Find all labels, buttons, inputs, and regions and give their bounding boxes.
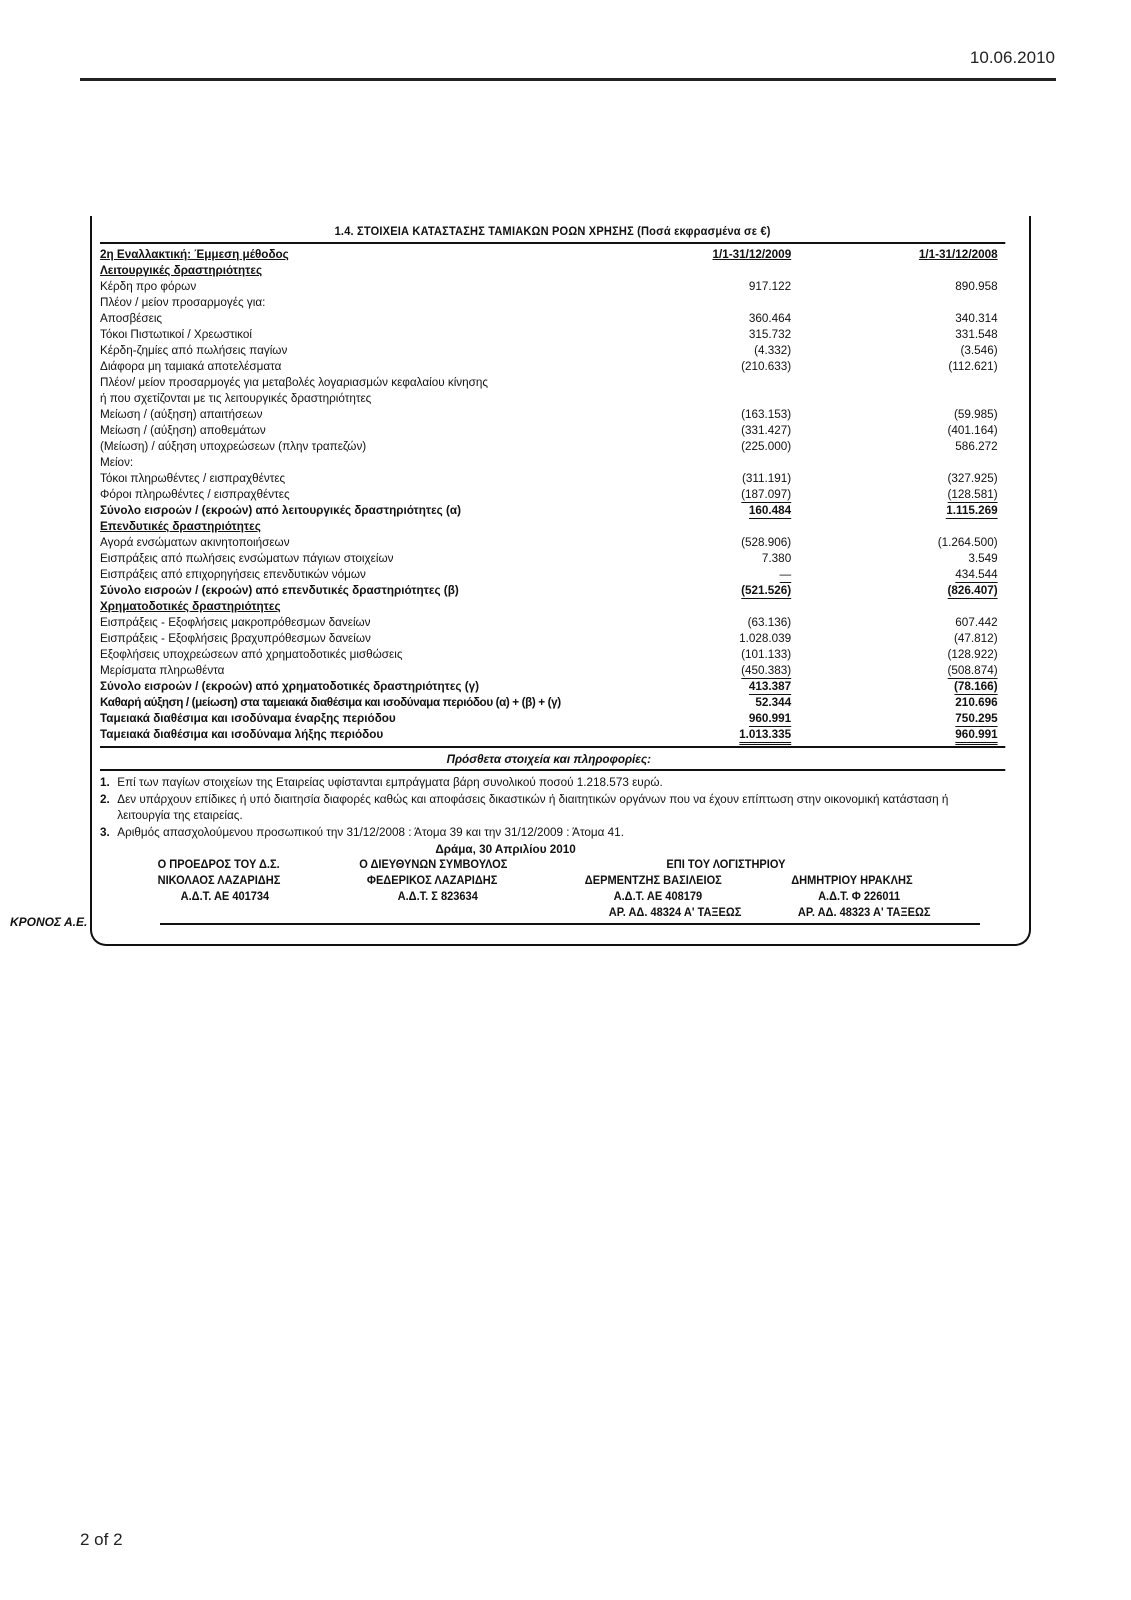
header-rule: [80, 78, 1056, 81]
method-label: 2η Εναλλακτική: Έμμεση μέθοδος: [100, 247, 289, 261]
subtotal-row: Σύνολο εισροών / (εκροών) από χρηματοδοτικές δραστηριότητες (γ) 413.387 (78.166): [100, 679, 998, 693]
table-row: Επενδυτικές δραστηριότητες: [100, 519, 261, 533]
table-row: Εισπράξεις από επιχορηγήσεις επενδυτικών νόμων — 434.544: [100, 567, 998, 581]
company-rule: [160, 923, 980, 925]
table-row: Εξοφλήσεις υποχρεώσεων από χρηματοδοτικές μισθώσεις (101.133) (128.922): [100, 647, 998, 661]
net-change-row: Καθαρή αύξηση / (μείωση) στα ταμειακά διαθέσιμα και ισοδύναμα περιόδου (α) + (β) + (γ) 52.344 210.696: [100, 695, 998, 709]
table-row: Μείον:: [100, 455, 134, 469]
table-row: Λειτουργικές δραστηριότητες: [100, 263, 263, 277]
table-row: Διάφορα μη ταμιακά αποτελέσματα (210.633) (112.621): [100, 359, 998, 373]
table-row: Εισπράξεις - Εξοφλήσεις βραχυπρόθεσμων δανείων 1.028.039 (47.812): [100, 631, 998, 645]
page-date: 10.06.2010: [969, 48, 1055, 67]
column-2008-header: 1/1-31/12/2008: [918, 247, 998, 261]
table-row: Αγορά ενσώματων ακινητοποιήσεων (528.906) (1.264.500): [100, 535, 998, 549]
info-title: Πρόσθετα στοιχεία και πληροφορίες:: [446, 752, 652, 766]
table-row: (Μείωση) / αύξηση υποχρεώσεων (πλην τραπεζών) (225.000) 586.272: [100, 439, 998, 453]
table-row: Τόκοι Πιστωτικοί / Χρεωστικοί 315.732 331.548: [100, 327, 998, 341]
statement-title: 1.4. ΣΤΟΙΧΕΙΑ ΚΑΤΑΣΤΑΣΗΣ ΤΑΜΙΑΚΩΝ ΡΟΩΝ ΧΡΗΣΗΣ (Ποσά εκφρασμένα σε €): [100, 224, 1005, 244]
page-number: 2 of 2: [80, 1530, 123, 1549]
subtotal-row: Σύνολο εισροών / (εκροών) από επενδυτικές δραστηριότητες (β) (521.526) (826.407): [100, 583, 998, 597]
table-row: Κέρδη-ζημίες από πωλήσεις παγίων (4.332) (3.546): [100, 343, 998, 357]
signature-titles: Ο ΠΡΟΕΔΡΟΣ ΤΟΥ Δ.Σ. Ο ΔΙΕΥΘΥΝΩΝ ΣΥΜΒΟΥΛΟΣ ΕΠΙ ΤΟΥ ΛΟΓΙΣΤΗΡΙΟΥ: [157, 859, 786, 871]
signature-licenses: ΑΡ. ΑΔ. 48324 Α' ΤΑΞΕΩΣ ΑΡ. ΑΔ. 48323 Α' ΤΑΞΕΩΣ: [608, 907, 931, 919]
table-row: Μείωση / (αύξηση) απαιτήσεων (163.153) (59.985): [100, 407, 998, 421]
place-date: Δράμα, 30 Απριλίου 2010: [435, 842, 576, 856]
table-row: Εισπράξεις - Εξοφλήσεις μακροπρόθεσμων δανείων (63.136) 607.442: [100, 615, 998, 629]
note-item: 3. Αριθμός απασχολούμενου προσωπικού την 31/12/2008 : Άτομα 39 και την 31/12/2009 : Άτομα 41.: [100, 825, 624, 839]
table-row: Εισπράξεις από πωλήσεις ενσώματων πάγιων στοιχείων 7.380 3.549: [100, 551, 998, 565]
company-name: ΚΡΟΝΟΣ Α.Ε.: [10, 915, 88, 929]
column-header-row: [100, 246, 998, 262]
note-item: 2. Δεν υπάρχουν επίδικες ή υπό διαιτησία διαφορές καθώς και αποφάσεις δικαστικών ή διαιτητικών οργάνων που να έχουν επίπτωση στην οικονομική κατάσταση ή λειτουργία της εταιρείας.: [100, 792, 949, 822]
table-row: Μερίσματα πληρωθέντα (450.383) (508.874): [100, 663, 998, 677]
opening-cash-row: Ταμειακά διαθέσιμα και ισοδύναμα έναρξης περιόδου 960.991 750.295: [100, 711, 998, 725]
table-row: Μείωση / (αύξηση) αποθεμάτων (331.427) (401.164): [100, 423, 998, 437]
document-box: [90, 216, 1031, 946]
table-row: Αποσβέσεις 360.464 340.314: [100, 311, 998, 325]
signature-names: ΝΙΚΟΛΑΟΣ ΛΑΖΑΡΙΔΗΣ ΦΕΔΕΡΙΚΟΣ ΛΑΖΑΡΙΔΗΣ ΔΕΡΜΕΝΤΖΗΣ ΒΑΣΙΛΕΙΟΣ ΔΗΜΗΤΡΙΟΥ ΗΡΑΚΛΗΣ: [157, 875, 913, 887]
info-divider: [100, 769, 1005, 771]
subtotal-row: Σύνολο εισροών / (εκροών) από λειτουργικές δραστηριότητες (α) 160.484 1.115.269: [100, 503, 998, 517]
table-row: Φόροι πληρωθέντες / εισπραχθέντες (187.097) (128.581): [100, 487, 998, 501]
table-row: Πλέον/ μείον προσαρμογές για μεταβολές λογαριασμών κεφαλαίου κίνησης: [100, 375, 489, 389]
table-row: ή που σχετίζονται με τις λειτουργικές δραστηριότητες: [100, 391, 372, 405]
note-item: 1. Επί των παγίων στοιχείων της Εταιρείας υφίστανται εμπράγματα βάρη συνολικού ποσού 1.218.573 ευρώ.: [100, 775, 663, 789]
table-row: Χρηματοδοτικές δραστηριότητες: [100, 599, 281, 613]
table-row: Πλέον / μείον προσαρμογές για:: [100, 295, 266, 309]
table-row: Κέρδη προ φόρων 917.122 890.958: [100, 279, 998, 293]
closing-cash-row: Ταμειακά διαθέσιμα και ισοδύναμα λήξης περιόδου 1.013.335 960.991: [100, 726, 998, 742]
column-2009-header: 1/1-31/12/2009: [712, 247, 792, 261]
signature-ids: Α.Δ.Τ. ΑΕ 401734 Α.Δ.Τ. Σ 823634 Α.Δ.Τ. ΑΕ 408179 Α.Δ.Τ. Φ 226011: [180, 891, 901, 903]
table-row: Τόκοι πληρωθέντες / εισπραχθέντες (311.191) (327.925): [100, 471, 998, 485]
section-divider: [100, 746, 1005, 748]
